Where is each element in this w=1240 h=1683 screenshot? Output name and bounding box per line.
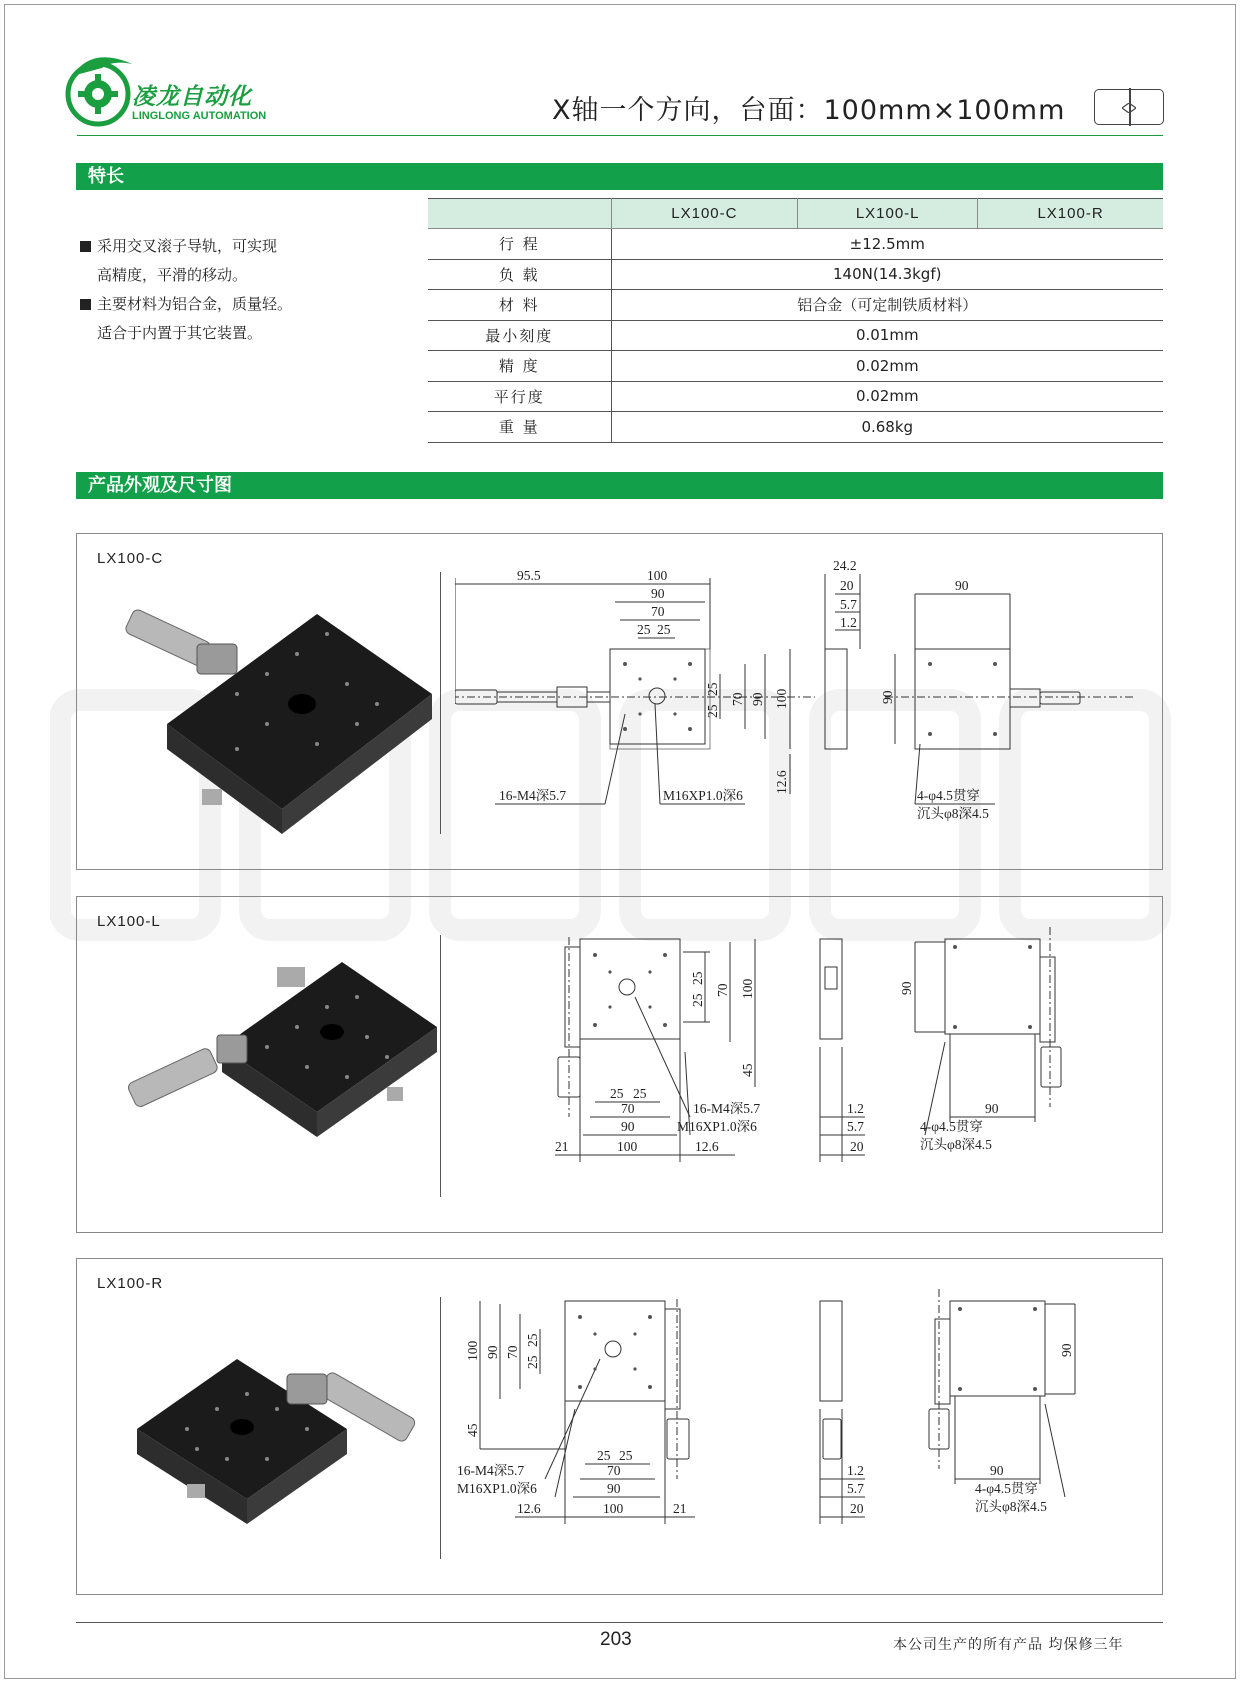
dim-label: 90: [621, 1119, 635, 1134]
feature-item-cont: [80, 319, 380, 348]
dim-label: 5.7: [840, 597, 857, 612]
spec-row: [428, 412, 1163, 443]
spec-label: 负 载: [428, 259, 611, 290]
dim-label: 5.7: [847, 1119, 864, 1134]
dim-label: 70: [715, 983, 730, 997]
model-label: LX100-R: [97, 1275, 164, 1292]
brand-name-en: LINGLONG AUTOMATION: [132, 110, 267, 122]
dim-label: 25: [597, 1448, 611, 1463]
page-number: 203: [600, 1629, 632, 1650]
dim-label: 21: [555, 1139, 569, 1154]
dim-label: 25: [525, 1355, 540, 1369]
dim-label: 25: [705, 682, 720, 696]
dim-label: 90: [1059, 1343, 1074, 1357]
callout-text: 4-φ4.5贯穿: [920, 1119, 983, 1134]
square-bullet-icon: [80, 241, 91, 252]
spec-row: [428, 290, 1163, 321]
panel-divider: [440, 935, 441, 1197]
dim-label: 25: [637, 622, 651, 637]
dim-label: 25: [705, 704, 720, 718]
product-panel-c: [76, 533, 1163, 870]
callout-text: 16-M4深5.7: [693, 1101, 761, 1116]
dim-label: 70: [621, 1101, 635, 1116]
dim-label: 12.6: [695, 1139, 719, 1154]
dim-label: 100: [617, 1139, 638, 1154]
feature-text: 适合于内置于其它装置。: [97, 324, 263, 342]
spec-row: [428, 381, 1163, 412]
callout-text: 沉头φ8深4.5: [917, 806, 989, 821]
spec-value: 0.01mm: [611, 320, 1163, 351]
spec-value: 140N(14.3kgf): [611, 259, 1163, 290]
header-blank: [428, 199, 611, 229]
dim-label: 70: [505, 1345, 520, 1359]
warranty-note: 本公司生产的所有产品 均保修三年: [893, 1637, 1124, 1653]
spec-value: 0.02mm: [611, 381, 1163, 412]
dim-label: 95.5: [517, 568, 541, 583]
spec-row: [428, 351, 1163, 382]
dim-label: 90: [985, 1101, 999, 1116]
product-photo: [117, 937, 437, 1207]
dim-label: 1.2: [847, 1101, 864, 1116]
dim-label: 12.6: [517, 1501, 541, 1516]
dim-label: 45: [740, 1063, 755, 1077]
section-dimensions-title: 产品外观及尺寸图: [76, 472, 1163, 499]
product-panel-l: [76, 896, 1163, 1233]
dim-label: 90: [899, 981, 914, 995]
dim-label: 70: [730, 692, 745, 706]
dragon-gear-icon: [62, 46, 134, 136]
product-panel-r: [76, 1258, 1163, 1595]
dim-label: 100: [774, 688, 789, 709]
spec-label: 平行度: [428, 381, 611, 412]
axis-direction-icon: [1094, 89, 1164, 125]
spec-label: 材 料: [428, 290, 611, 321]
spec-value: 0.68kg: [611, 412, 1163, 443]
feature-text: 主要材料为铝合金，质量轻。: [97, 295, 293, 313]
dim-label: 12.6: [774, 770, 789, 794]
spec-label: 行 程: [428, 229, 611, 260]
dim-label: 100: [603, 1501, 624, 1516]
feature-list: [80, 232, 380, 348]
feature-text: 采用交叉滚子导轨，可实现: [97, 237, 278, 255]
dim-label: 70: [607, 1463, 621, 1478]
dimension-drawing: [455, 554, 1155, 854]
dimension-drawing: [455, 1279, 1155, 1579]
dim-label: 1.2: [847, 1463, 864, 1478]
dim-label: 25: [657, 622, 671, 637]
dimension-drawing: [455, 917, 1155, 1217]
spec-row: [428, 320, 1163, 351]
spec-value: 0.02mm: [611, 351, 1163, 382]
dim-label: 25: [610, 1086, 624, 1101]
dim-label: 90: [485, 1345, 500, 1359]
dim-label: 100: [647, 568, 668, 583]
panel-divider: [440, 1297, 441, 1559]
spec-value: ±12.5mm: [611, 229, 1163, 260]
dim-label: 20: [850, 1501, 864, 1516]
spec-label: 精 度: [428, 351, 611, 382]
callout-text: 16-M4深5.7: [499, 788, 567, 803]
dim-label: 25: [619, 1448, 633, 1463]
product-photo: [117, 574, 437, 844]
dim-label: 5.7: [847, 1481, 864, 1496]
spec-row: [428, 259, 1163, 290]
dim-label: 25: [525, 1333, 540, 1347]
model-header: LX100-L: [798, 199, 978, 229]
dim-label: 70: [651, 604, 665, 619]
spec-table-header: [428, 199, 1163, 229]
dim-label: 24.2: [833, 558, 857, 573]
callout-text: 16-M4深5.7: [457, 1463, 525, 1478]
callout-text: M16XP1.0深6: [457, 1481, 537, 1496]
dim-label: 20: [840, 578, 854, 593]
callout-text: M16XP1.0深6: [677, 1119, 757, 1134]
header-rule: [77, 135, 1163, 136]
panel-divider: [440, 572, 441, 834]
callout-text: 沉头φ8深4.5: [975, 1499, 1047, 1514]
dim-label: 90: [750, 692, 765, 706]
feature-item-cont: [80, 261, 380, 290]
dim-label: 90: [607, 1481, 621, 1496]
dim-label: 90: [990, 1463, 1004, 1478]
feature-item: [80, 290, 380, 319]
dim-label: 25: [690, 993, 705, 1007]
dim-label: 90: [880, 690, 895, 704]
brand-name-cn: 凌龙自动化: [132, 84, 252, 110]
model-label: LX100-L: [97, 913, 161, 930]
model-header: LX100-C: [611, 199, 798, 229]
spec-label: 重 量: [428, 412, 611, 443]
model-label: LX100-C: [97, 550, 164, 567]
feature-item: [80, 232, 380, 261]
callout-text: M16XP1.0深6: [663, 788, 743, 803]
page-title: X轴一个方向，台面：100mm×100mm: [552, 95, 1066, 126]
spec-table: [428, 198, 1163, 443]
spec-value: 铝合金（可定制铁质材料）: [611, 290, 1163, 321]
dim-label: 45: [465, 1423, 480, 1437]
dim-label: 25: [633, 1086, 647, 1101]
product-photo: [117, 1299, 437, 1569]
dim-label: 20: [850, 1139, 864, 1154]
spec-label: 最小刻度: [428, 320, 611, 351]
dim-label: 21: [673, 1501, 687, 1516]
dim-label: 100: [465, 1340, 480, 1361]
dim-label: 100: [740, 978, 755, 999]
footer-rule: [76, 1622, 1163, 1623]
company-logo: [62, 46, 272, 136]
dim-label: 90: [651, 586, 665, 601]
callout-text: 沉头φ8深4.5: [920, 1137, 992, 1152]
callout-text: 4-φ4.5贯穿: [975, 1481, 1038, 1496]
square-bullet-icon: [80, 299, 91, 310]
dim-label: 90: [955, 578, 969, 593]
dim-label: 1.2: [840, 615, 857, 630]
spec-row: [428, 229, 1163, 260]
feature-text: 高精度，平滑的移动。: [97, 266, 248, 284]
section-features-title: 特长: [76, 163, 1163, 190]
dim-label: 25: [690, 971, 705, 985]
model-header: LX100-R: [978, 199, 1163, 229]
callout-text: 4-φ4.5贯穿: [917, 788, 980, 803]
